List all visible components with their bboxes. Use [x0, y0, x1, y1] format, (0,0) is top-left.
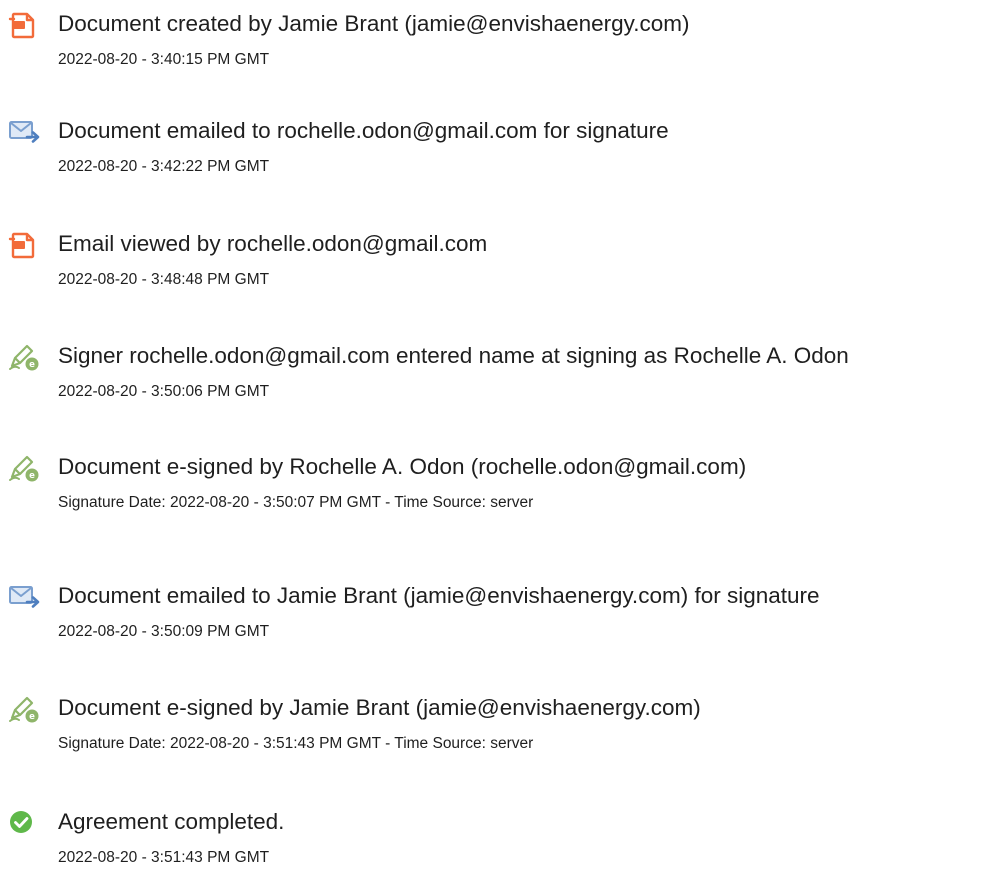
event-title: Document emailed to rochelle.odon@gmail.com for signature: [58, 118, 669, 143]
email-send-icon: [8, 117, 42, 147]
event-timestamp: 2022-08-20 - 3:40:15 PM GMT: [58, 51, 270, 68]
event-title: Document emailed to Jamie Brant (jamie@envishaenergy.com) for signature: [58, 583, 820, 608]
event-title: Agreement completed.: [58, 809, 285, 834]
e-sign-pen-icon: [8, 694, 42, 724]
pdf-document-icon: [8, 230, 42, 260]
event-title: Document created by Jamie Brant (jamie@envishaenergy.com): [58, 11, 690, 36]
event-timestamp: 2022-08-20 - 3:42:22 PM GMT: [58, 158, 270, 175]
event-title: Signer rochelle.odon@gmail.com entered name at signing as Rochelle A. Odon: [58, 343, 849, 368]
e-sign-pen-icon: [8, 453, 42, 483]
event-title: Document e-signed by Jamie Brant (jamie@envishaenergy.com): [58, 695, 701, 720]
e-sign-pen-icon: [8, 342, 42, 372]
event-title: Email viewed by rochelle.odon@gmail.com: [58, 231, 488, 256]
event-timestamp: 2022-08-20 - 3:50:09 PM GMT: [58, 623, 270, 640]
event-title: Document e-signed by Rochelle A. Odon (rochelle.odon@gmail.com): [58, 454, 747, 479]
email-send-icon: [8, 582, 42, 612]
check-circle-icon: [8, 808, 42, 838]
event-signature-date: Signature Date: 2022-08-20 - 3:50:07 PM GMT - Time Source: server: [58, 494, 534, 511]
pdf-document-icon: [8, 10, 42, 40]
event-timestamp: 2022-08-20 - 3:51:43 PM GMT: [58, 849, 270, 866]
event-timestamp: 2022-08-20 - 3:48:48 PM GMT: [58, 271, 270, 288]
svg-text:e: e: [29, 360, 35, 371]
event-timestamp: 2022-08-20 - 3:50:06 PM GMT: [58, 383, 270, 400]
svg-text:e: e: [29, 712, 35, 723]
event-signature-date: Signature Date: 2022-08-20 - 3:51:43 PM GMT - Time Source: server: [58, 735, 534, 752]
svg-text:e: e: [29, 471, 35, 482]
